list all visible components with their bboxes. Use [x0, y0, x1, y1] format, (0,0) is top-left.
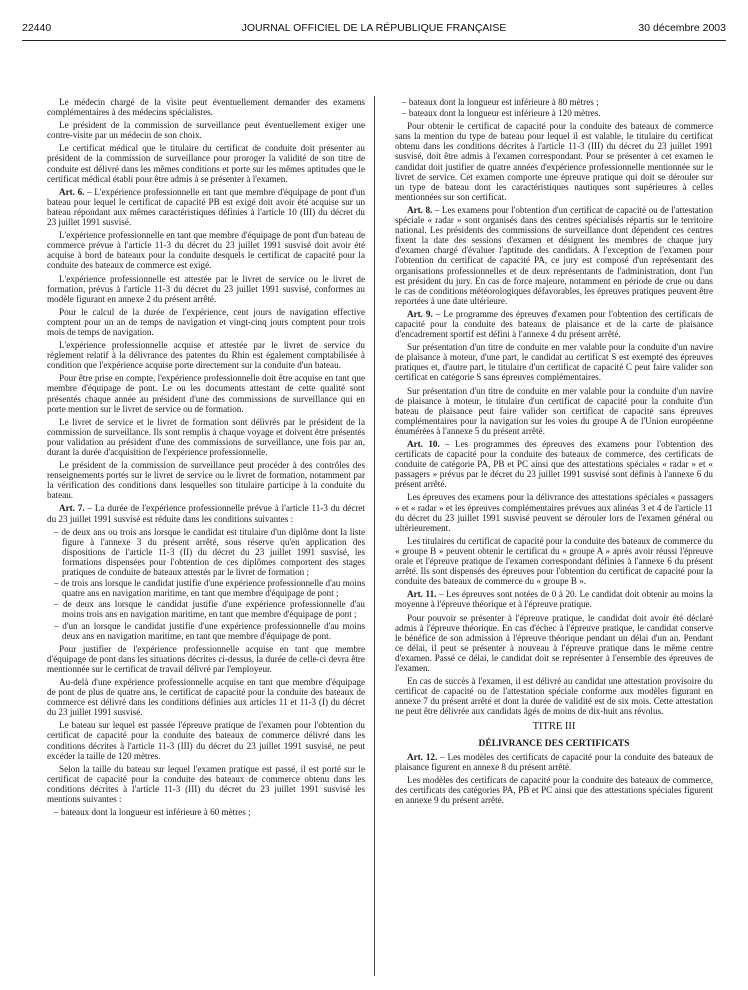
paragraph: Selon la taille du bateau sur lequel l'examen pratique est passé, il est porté sur le certificat de capacité pour la conduite des bateaux de commerce obtenu dans les conditions décrites à l'article 11-3 (III) du décret du 23 juillet 1991 susvisé les mentions suivantes : — [47, 763, 365, 804]
article-8 — [395, 205, 713, 306]
article-text: – Le programme des épreuves d'examen pour l'obtention des certificats de capacité pour la conduite des bateaux de plaisance et de la carte de plaisance d'encadrement sportif est défini à l'annexe 4 du présent arrêté. — [395, 308, 713, 340]
title-heading: TITRE III — [532, 721, 576, 733]
paragraph: L'expérience professionnelle en tant que membre d'équipage de pont d'un bateau de commerce prévue à l'article 11-3 du décret du 23 juillet 1991 susvisé doit avoir été acquise à bord de bateaux pour la conduite desquels le certificat de capacité pour la conduite des bateaux de commerce est exigé. — [47, 230, 365, 271]
paragraph: Pour pouvoir se présenter à l'épreuve pratique, le candidat doit avoir été déclaré admis à l'épreuve théorique. En cas d'échec à l'épreuve pratique, le candidat conserve le bénéfice de son admission à l'épreuve théorique pendant un délai d'un an. Pendant ce délai, il peut se présenter à nouveau à l'épreuve pratique dans le même centre d'examen. Passé ce délai, le candidat doit se représenter à l'ensemble des épreuves de l'examen. — [395, 612, 713, 673]
paragraph: Le bateau sur lequel est passée l'épreuve pratique de l'examen pour l'obtention du certificat de capacité pour la conduite des bateaux de commerce délivré dans les conditions décrites à l'article 11-3 (III) du décret du 23 juillet 1991 susvisé, ne peut excéder la taille de 120 mètres. — [47, 720, 365, 761]
article-label: Art. 11. — [407, 589, 437, 600]
paragraph: En cas de succès à l'examen, il est délivré au candidat une attestation provisoire du certificat de capacité ou de l'attestation spéciale conforme aux modèles figurant en annexe 7 du présent arrêté et dont la durée de validité est de six mois. Cette attestation ne peut être délivrée aux candidats âgés de moins de dix-huit ans révolus. — [395, 676, 713, 717]
paragraph: Au-delà d'une expérience professionnelle acquise en tant que membre d'équipage de pont de plus de quatre ans, le certificat de capacité pour la conduite des bateaux de commerce est délivré dans les conditions définies aux articles 11 et 11-3 (I) du décret du 23 juillet 1991 susvisé. — [47, 676, 365, 718]
article-text: – Les épreuves sont notées de 0 à 20. Le candidat doit obtenir au moins la moyenne à l'épreuve théorique et à l'épreuve pratique. — [395, 589, 713, 610]
right-column — [395, 97, 713, 808]
issue-date: 30 décembre 2003 — [638, 22, 726, 34]
paragraph: Le président de la commission de surveillance peut procéder à des contrôles des renseignements portés sur le livret de service ou le livret de formation, notamment par la vérification des conditions dans lesquelles son titulaire participe à la conduite du bateau. — [47, 460, 365, 501]
article-label: Art. 7. — [59, 503, 85, 514]
header-rule — [22, 40, 726, 41]
paragraph: Le président de la commission de surveillance peut éventuellement exiger une contre-visite par un médecin de son choix. — [47, 120, 365, 141]
article-11 — [395, 589, 713, 609]
page-number: 22440 — [22, 22, 52, 34]
list-item: – de deux ans ou trois ans lorsque le candidat est titulaire d'un diplôme dont la liste figure à l'annexe 3 du présent arrêté, sous réserve qu'en application des dispositions de l'article 11-3 (II) du décret du 23 juillet 1991 susvisé, les formations dispensées pour l'obtention de ces diplômes comportent des stages pratiques de conduite de bateaux attestés par le livret de formation ; — [54, 526, 365, 578]
length-mentions-list-continued — [395, 97, 713, 118]
article-6 — [47, 187, 365, 227]
article-7-list — [47, 527, 365, 641]
article-label: Art. 6. — [59, 186, 85, 197]
article-text: – La durée de l'expérience professionnelle prévue à l'article 11-3 du décret du 23 juillet 1991 susvisé est réduite dans les conditions suivantes : — [47, 503, 365, 524]
paragraph: Sur présentation d'un titre de conduite en mer valable pour la conduite d'un navire de plaisance à moteur, le titulaire d'un certificat de capacité pour la conduite d'un bateau de plaisance peut faire valider son certificat de capacité sans épreuves complémentaires pour la navigation sur les voies du groupe A de l'Union européenne énumérées à l'annexe 5 du présent arrêté. — [395, 385, 713, 436]
paragraph: Le médecin chargé de la visite peut éventuellement demander des examens complémentaires à des médecins spécialistes. — [47, 97, 365, 118]
paragraph: L'expérience professionnelle acquise et attestée par le livret de service du règlement relatif à la délivrance des patentes du Rhin est également comptabilisée à condition que l'expérience acquise porte directement sur la conduite d'un bateau. — [47, 340, 365, 371]
article-label: Art. 12. — [407, 751, 438, 762]
article-7 — [47, 503, 365, 523]
list-item: – de deux ans lorsque le candidat justifie d'une expérience professionnelle d'au moins trois ans en navigation maritime, en tant que membre d'équipage de pont ; — [54, 599, 365, 620]
paragraph: Pour être prise en compte, l'expérience professionnelle doit être acquise en tant que membre d'équipage de pont. Le ou les documents attestant de cette qualité sont présentés chaque année au président d'une des commissions de surveillance qui en porte mention sur le livret de service ou de formation. — [47, 373, 365, 414]
column-divider — [374, 96, 375, 976]
article-label: Art. 8. — [407, 204, 433, 215]
list-item: – bateaux dont la longueur est inférieure à 80 mètres ; — [402, 97, 599, 107]
paragraph: Les modèles des certificats de capacité pour la conduite des bateaux de commerce, des certificats des catégories PA, PB et PC ainsi que des attestations spéciales figurent en annexe 9 du présent arrêté. — [395, 774, 713, 805]
paragraph: L'expérience professionnelle est attestée par le livret de service ou le livret de formation, prévus à l'article 11-3 du décret du 23 juillet 1991 susvisé, conformes au modèle figurant en annexe 2 du présent arrêté. — [47, 273, 365, 304]
paragraph: Le certificat médical que le titulaire du certificat de conduite doit présenter au président de la commission de surveillance pour proroger la validité de son titre de conduite est délivré dans les mêmes conditions et porte sur les mêmes aptitudes que le certificat médical établi pour être admis à se présenter à l'examen. — [47, 143, 365, 184]
paragraph: Les titulaires du certificat de capacité pour la conduite des bateaux de commerce du « groupe B » peuvent obtenir le certificat du « groupe A » après avoir réussi l'épreuve orale et l'épreuve pratique de l'examen correspondant définies à l'annexe 6 du présent arrêté. Ils sont dispensés des épreuves pour l'obtention du certificat de capacité pour la conduite des bateaux de commerce du « groupe B ». — [395, 535, 713, 587]
article-text: – Les programmes des épreuves des examens pour l'obtention des certificats de capacité pour la conduite des bateaux de commerce, des certificats de conduite de catégorie PA, PB et PC ainsi que des attestations spéciales « radar » et « passagers » prévus par le décret du 23 juillet 1991 susvisé sont définis à l'annexe 6 du présent arrêté. — [395, 439, 713, 490]
list-item: – bateaux dont la longueur est inférieure à 60 mètres ; — [54, 807, 251, 818]
article-10 — [395, 439, 713, 489]
article-text: – L'expérience professionnelle en tant que membre d'équipage de pont d'un bateau pour lequel le certificat de capacité PB est exigé doit avoir été acquise sur un bateau répondant aux mêmes caractéristiques définies à l'article 10 (III) du décret du 23 juillet 1991 susvisé. — [47, 186, 366, 228]
article-12 — [395, 752, 713, 772]
page-header — [22, 22, 726, 38]
article-text: – Les modèles des certificats de capacité pour la conduite des bateaux de plaisance figurent en annexe 8 du présent arrêté. — [395, 751, 713, 772]
length-mentions-list — [47, 807, 365, 817]
article-9 — [395, 309, 713, 339]
list-item: – de trois ans lorsque le candidat justifie d'une expérience professionnelle d'au moins quatre ans en navigation maritime, en tant que membre d'équipage de pont ; — [54, 578, 365, 599]
journal-title: JOURNAL OFFICIEL DE LA RÉPUBLIQUE FRANÇAISE — [241, 22, 507, 34]
list-item: – d'un an lorsque le candidat justifie d'une expérience professionnelle d'au moins deux ans en navigation maritime, en tant que membre d'équipage de pont. — [54, 620, 365, 641]
paragraph: Pour justifier de l'expérience professionnelle acquise en tant que membre d'équipage de pont dans les situations décrites ci-dessus, la durée de celle-ci devra être mentionnée sur le certificat de travail délivré par l'employeur. — [47, 643, 365, 674]
paragraph: Sur présentation d'un titre de conduite en mer valable pour la conduite d'un navire de plaisance à moteur, d'une part, le candidat au certificat S est exempté des épreuves pratiques et, d'autre part, le titulaire d'un certificat de capacité C peut faire valider son certificat en catégorie S sans épreuves complémentaires. — [395, 342, 713, 383]
article-label: Art. 9. — [407, 308, 433, 319]
article-text: – Les examens pour l'obtention d'un certificat de capacité ou de l'attestation spéciale « radar » sont organisés dans des centres spécialisés répartis sur le territoire national. Les présidents des commissions de surveillance dont dépendent ces centres fixent la date des sessions d'examen et désignent les membres de chaque jury d'examen chargé d'évaluer l'aptitude des candidats. A l'exception de l'examen pour l'obtention du certificat de capacité PA, ce jury est composé d'un représentant des organisations professionnelles et de deux représentants de l'administration, dont l'un est président du jury. En cas de force majeure, notamment en période de crue ou dans le cas de conditions météorologiques défavorables, les épreuves pratiques peuvent être reportées à une date ultérieure. — [395, 204, 713, 306]
paragraph: Pour le calcul de la durée de l'expérience, cent jours de navigation effective comptent pour un an de temps de navigation et vingt-cinq jours comptent pour trois mois de temps de navigation. — [47, 306, 365, 337]
article-label: Art. 10. — [407, 439, 440, 449]
left-column — [47, 97, 365, 820]
list-item: – bateaux dont la longueur est inférieure à 120 mètres. — [402, 108, 601, 119]
paragraph: Pour obtenir le certificat de capacité pour la conduite des bateaux de commerce sans la mention du type de bateau pour lequel il est valable, le titulaire du certificat obtenu dans les conditions décrites à l'article 11-3 (III) du décret du 23 juillet 1991 susvisé, doit être admis à l'examen correspondant. Pour se présenter à cet examen le candidat doit justifier de quatre années d'expérience professionnelle mentionnée sur le livret de service. Cet examen comporte une épreuve pratique qui doit se dérouler sur un type de bateau dont les caractéristiques nautiques sont supérieures à celles mentionnées sur son certificat. — [395, 121, 713, 202]
paragraph: Le livret de service et le livret de formation sont délivrés par le président de la commission de surveillance. Ils sont remplis à chaque voyage et doivent être présentés pour validation au président d'une des commissions de surveillance, une fois par an, durant la durée d'acquisition de l'expérience professionnelle. — [47, 416, 365, 457]
title-subheading: DÉLIVRANCE DES CERTIFICATS — [478, 738, 630, 749]
paragraph: Les épreuves des examens pour la délivrance des attestations spéciales « passagers » et « radar » et les épreuves complémentaires prévues aux alinéas 3 et 4 de l'article 11 du décret du 23 juillet 1991 susvisé peuvent se dérouler lors de l'examen général ou ultérieurement. — [395, 492, 713, 533]
